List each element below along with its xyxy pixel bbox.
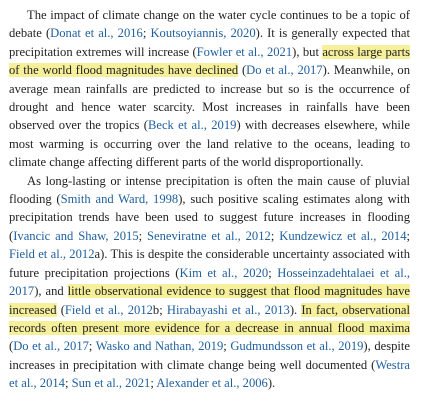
- body-text: ), despite increases in precipitation with climate change being well documented (: [9, 339, 410, 372]
- body-text: a). This is despite the considerable uncertainty associated with future precipitation projections (: [9, 247, 410, 280]
- citation-link[interactable]: Westra et al., 2014: [9, 357, 410, 391]
- citation-link[interactable]: Hirabayashi et al., 2013: [166, 302, 290, 317]
- highlighted-text: In fact, observational records often present more evidence for a decrease in annual flood maxima: [9, 302, 411, 335]
- body-text: ;: [142, 26, 151, 41]
- citation-link[interactable]: Field et al., 2012: [9, 247, 95, 262]
- body-text: ).: [267, 376, 276, 391]
- citation-link[interactable]: Kim et al., 2020: [179, 265, 269, 280]
- body-text: ). It is generally expected that precipitation extremes will increase (: [9, 26, 410, 59]
- body-text: ;: [88, 339, 96, 354]
- citation-link[interactable]: Hosseinzadehtalaei et al., 2017: [9, 265, 410, 299]
- citation-link[interactable]: Seneviratne et al., 2012: [147, 228, 271, 243]
- body-text: As long-lasting or intense precipitation is often the main cause of pluvial flooding (: [9, 173, 410, 207]
- paragraph-1: [9, 6, 410, 172]
- citation-link[interactable]: Koutsoyiannis, 2020: [150, 26, 256, 41]
- body-text: (: [238, 63, 247, 78]
- highlighted-text: little observational evidence to suggest that flood magnitudes have increased: [9, 284, 411, 317]
- body-text: ), such positive scaling estimates along with precipitation trends have been used to suggest future increases in flooding (: [9, 192, 410, 243]
- body-text: ;: [64, 376, 72, 391]
- citation-link[interactable]: Smith and Ward, 1998: [60, 192, 179, 207]
- citation-link[interactable]: Fowler et al., 2021: [196, 44, 293, 59]
- body-text: ) with decreases elsewhere, while most warming is occurring over the land relative to the oceans, leading to climate change affecting different parts of the world disproportionally.: [9, 118, 410, 170]
- citation-link[interactable]: Beck et al., 2019: [147, 118, 237, 133]
- body-text: ;: [223, 339, 231, 354]
- citation-link[interactable]: Wasko and Nathan, 2019: [95, 339, 224, 354]
- body-text: ), and: [34, 284, 68, 299]
- body-text: (: [9, 339, 14, 354]
- body-text: The impact of climate change on the water cycle continues to be a topic of debate (: [9, 8, 410, 41]
- citation-link[interactable]: Do et al., 2017: [246, 63, 323, 78]
- paragraph-2: [9, 172, 410, 393]
- citation-link[interactable]: Gudmundsson et al., 2019: [230, 339, 364, 354]
- highlighted-text: across large parts of the world flood magnitudes have declined: [9, 44, 410, 78]
- citation-link[interactable]: Donat et al., 2016: [50, 26, 143, 41]
- citation-link[interactable]: Field et al., 2012: [64, 302, 153, 317]
- citation-link[interactable]: Kundzewicz et al., 2014: [279, 228, 407, 243]
- citation-link[interactable]: Alexander et al., 2006: [156, 376, 268, 391]
- body-text: ;: [150, 376, 157, 391]
- citation-link[interactable]: Ivancic and Shaw, 2015: [13, 228, 139, 243]
- body-text: ), but: [292, 44, 323, 59]
- body-text: ). Meanwhile, on average mean rainfalls are predicted to increase but so is the occurrence of drought and hence water scarcity. Most increases in rainfalls have been observed over the tropics (: [9, 63, 410, 133]
- body-text: ;: [138, 228, 148, 243]
- citation-link[interactable]: Do et al., 2017: [13, 339, 89, 354]
- body-text: ;: [406, 228, 411, 243]
- citation-link[interactable]: Sun et al., 2021: [71, 376, 151, 391]
- body-text: ).: [289, 302, 302, 317]
- body-text: (: [56, 302, 65, 317]
- body-text: ;: [270, 228, 280, 243]
- body-text: ;: [268, 265, 278, 280]
- body-text: b;: [152, 302, 167, 317]
